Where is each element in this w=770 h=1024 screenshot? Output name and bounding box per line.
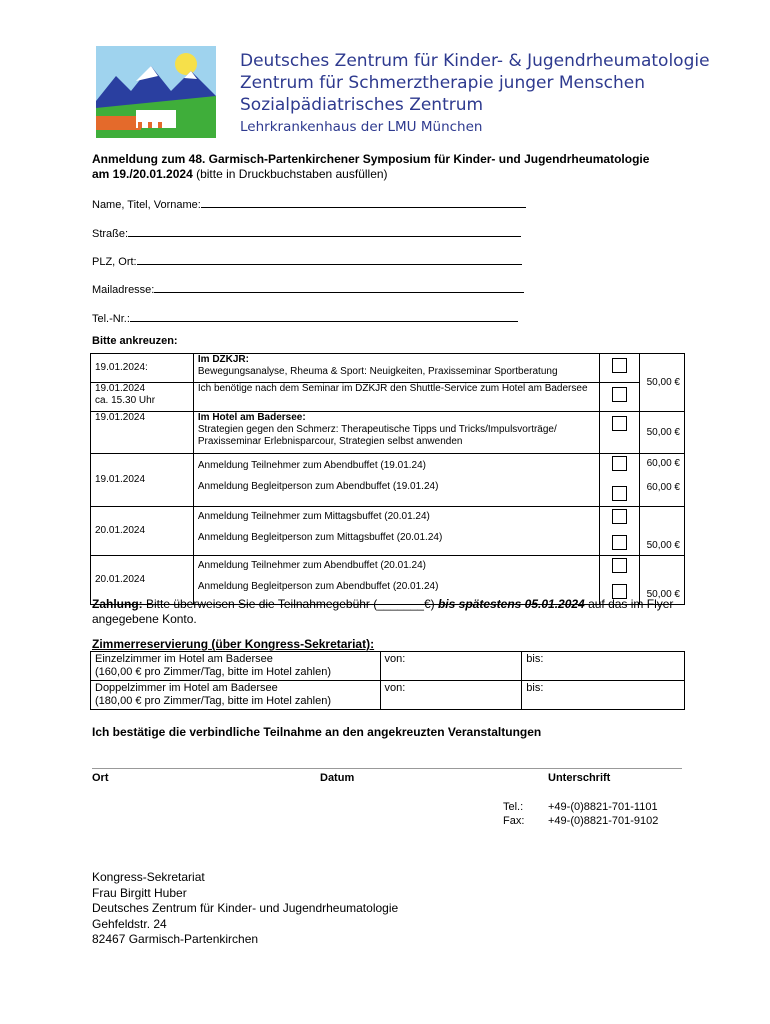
single-room-to[interactable] — [522, 652, 685, 681]
signature-signature: Unterschrift — [548, 772, 611, 784]
clinic-logo — [96, 46, 224, 146]
row3-date: 19.01.2024 — [91, 412, 194, 454]
street-label: Straße: — [92, 228, 129, 240]
email-field[interactable] — [92, 281, 524, 296]
street-field[interactable] — [92, 225, 521, 240]
clinic-header — [240, 50, 710, 138]
row6-date: 20.01.2024 — [91, 556, 194, 605]
street-input-line[interactable] — [128, 225, 521, 237]
row1-price: 50,00 € — [640, 354, 685, 412]
name-input-line[interactable] — [201, 196, 526, 208]
row2-date-line1: 19.01.2024 — [95, 383, 146, 394]
city-field[interactable] — [92, 253, 522, 268]
tel-value: +49-(0)8821-701-1101 — [548, 801, 658, 813]
row3-text: Strategien gegen den Schmerz: Therapeutische Tipps und Tricks/Impulsvorträge/ Praxisseminar Erlebnisparcour, Strategien selbst anwenden — [197, 424, 557, 447]
email-input-line[interactable] — [154, 281, 524, 293]
signature-line[interactable] — [92, 768, 682, 769]
single-room-to-label: bis: — [526, 653, 544, 665]
room-title: Zimmerreservierung (über Kongress-Sekretariat): — [92, 637, 375, 651]
secretariat-address — [92, 870, 398, 948]
row4-price-a: 60,00 € — [646, 458, 680, 469]
address-line-2: Frau Birgitt Huber — [92, 885, 187, 900]
payment-label: Zahlung: — [92, 597, 143, 611]
row1-heading: Im DZKJR: — [197, 354, 249, 365]
payment-deadline: bis spätestens 05.01.2024 — [437, 597, 585, 611]
row3-heading: Im Hotel am Badersee: — [197, 412, 306, 423]
header-line-3: Sozialpädiatrisches Zentrum — [240, 95, 484, 115]
title-main: Anmeldung zum 48. Garmisch-Partenkirchener Symposium für Kinder- und Jugendrheumatologie — [92, 152, 650, 166]
row3-price: 50,00 € — [640, 412, 685, 454]
row4-date: 19.01.2024 — [91, 454, 194, 507]
phone-input-line[interactable] — [130, 310, 518, 322]
single-room-line1: Einzelzimmer im Hotel am Badersee — [95, 653, 273, 665]
row5-checkbox-b[interactable] — [612, 535, 627, 550]
row1-text: Bewegungsanalyse, Rheuma & Sport: Neuigkeiten, Praxisseminar Sportberatung — [197, 366, 558, 377]
double-room-line1: Doppelzimmer im Hotel am Badersee — [95, 682, 278, 694]
row4-checkbox-a[interactable] — [612, 456, 627, 471]
row4-item-a: Anmeldung Teilnehmer zum Abendbuffet (19.01.24) — [197, 460, 426, 471]
email-label: Mailadresse: — [92, 284, 155, 296]
name-field[interactable] — [92, 196, 526, 211]
payment-text-1: Bitte überweisen Sie die Teilnahmegebühr (_______€) — [142, 597, 438, 611]
address-line-3: Deutsches Zentrum für Kinder- und Jugendrheumatologie — [92, 901, 399, 915]
confirmation-text: Ich bestätige die verbindliche Teilnahme an den angekreuzten Veranstaltungen — [92, 725, 542, 739]
row2-checkbox[interactable] — [612, 387, 627, 402]
double-room-from-label: von: — [384, 682, 406, 694]
header-line-2: Zentrum für Schmerztherapie junger Menschen — [240, 73, 645, 93]
registration-table — [90, 353, 685, 605]
room-table — [90, 651, 685, 710]
city-label: PLZ, Ort: — [92, 256, 137, 268]
header-line-1: Deutsches Zentrum für Kinder- & Jugendrheumatologie — [240, 51, 710, 71]
row6-price: 50,00 € — [640, 556, 685, 605]
single-room-line2: (160,00 € pro Zimmer/Tag, bitte im Hotel zahlen) — [95, 666, 331, 678]
phone-label: Tel.-Nr.: — [92, 313, 130, 325]
row6-item-b: Anmeldung Begleitperson zum Abendbuffet (20.01.24) — [197, 581, 439, 592]
single-room-from-label: von: — [384, 653, 406, 665]
row6-item-a: Anmeldung Teilnehmer zum Abendbuffet (20.01.24) — [197, 560, 426, 571]
row2-date-line2: ca. 15.30 Uhr — [95, 395, 156, 406]
signature-date: Datum — [320, 772, 355, 784]
row2-text: Ich benötige nach dem Seminar im DZKJR den Shuttle-Service zum Hotel am Badersee — [193, 383, 599, 412]
row5-checkbox-a[interactable] — [612, 509, 627, 524]
row4-checkbox-b[interactable] — [612, 486, 627, 501]
single-room-from[interactable] — [380, 652, 522, 681]
title-date: am 19./20.01.2024 — [92, 167, 193, 181]
row4-item-b: Anmeldung Begleitperson zum Abendbuffet (19.01.24) — [197, 481, 439, 492]
row6-checkbox-a[interactable] — [612, 558, 627, 573]
signature-place: Ort — [92, 772, 109, 784]
header-line-4: Lehrkrankenhaus der LMU München — [240, 119, 483, 135]
name-label: Name, Titel, Vorname: — [92, 199, 201, 211]
fax-label: Fax: — [503, 815, 525, 827]
row5-price: 50,00 € — [640, 507, 685, 556]
double-room-line2: (180,00 € pro Zimmer/Tag, bitte im Hotel zahlen) — [95, 695, 331, 707]
address-line-4: Gehfeldstr. 24 — [92, 916, 167, 931]
row3-checkbox[interactable] — [612, 416, 627, 431]
fax-value: +49-(0)8821-701-9102 — [548, 815, 659, 827]
payment-paragraph — [92, 597, 682, 627]
title-hint: (bitte in Druckbuchstaben ausfüllen) — [192, 167, 388, 181]
row5-item-a: Anmeldung Teilnehmer zum Mittagsbuffet (20.01.24) — [197, 511, 430, 522]
payment-text-2: auf das im Flyer angegebene Konto. — [92, 597, 674, 626]
tel-label: Tel.: — [503, 801, 524, 813]
row1-checkbox[interactable] — [612, 358, 627, 373]
address-line-1: Kongress-Sekretariat — [92, 870, 205, 884]
row2-date — [91, 383, 194, 412]
double-room-to[interactable] — [522, 681, 685, 710]
row1-date: 19.01.2024: — [91, 354, 194, 383]
double-room-to-label: bis: — [526, 682, 544, 694]
row4-price-b: 60,00 € — [646, 482, 680, 493]
double-room-from[interactable] — [380, 681, 522, 710]
address-line-5: 82467 Garmisch-Partenkirchen — [92, 932, 259, 946]
row5-item-b: Anmeldung Begleitperson zum Mittagsbuffet (20.01.24) — [197, 532, 443, 543]
phone-field[interactable] — [92, 310, 518, 325]
city-input-line[interactable] — [137, 253, 522, 265]
form-title — [92, 152, 649, 182]
checklist-title: Bitte ankreuzen: — [92, 335, 178, 347]
row5-date: 20.01.2024 — [91, 507, 194, 556]
